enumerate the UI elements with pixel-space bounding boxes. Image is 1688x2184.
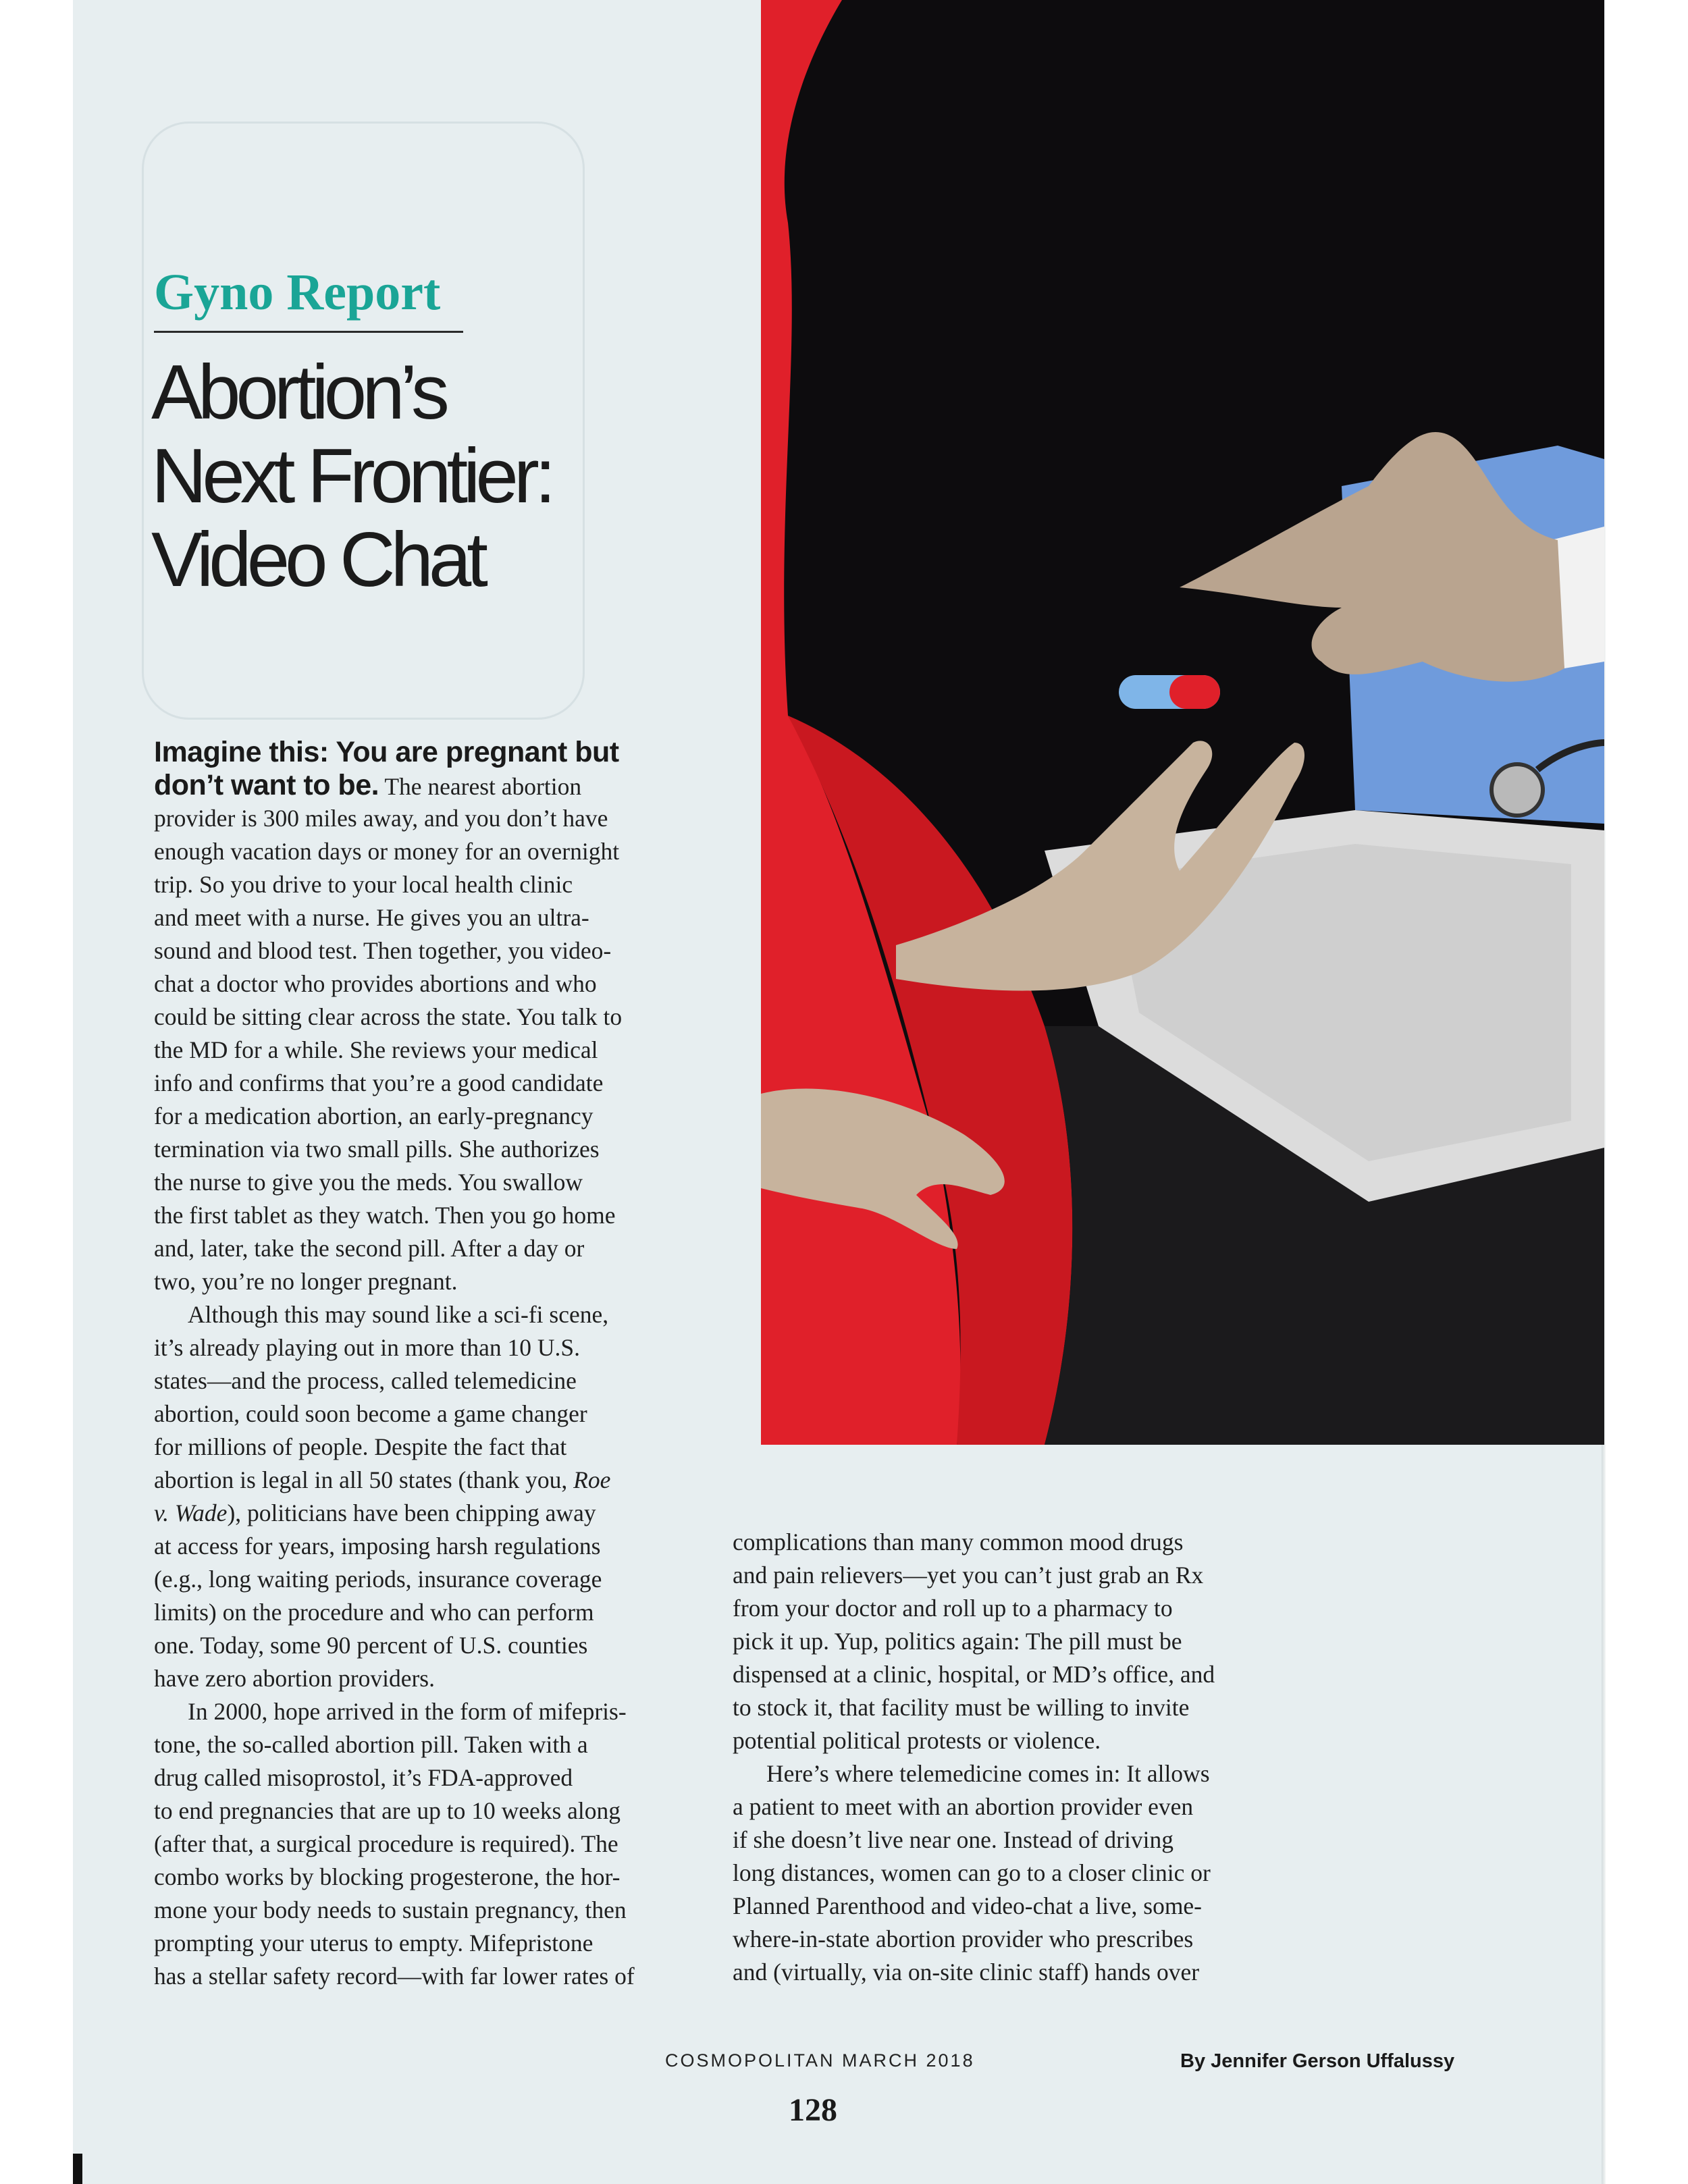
body-line: and (virtually, via on-site clinic staff) hands over <box>733 1959 1200 1986</box>
body-line: has a stellar safety record—with far lower rates of <box>154 1963 635 1990</box>
body-line: to end pregnancies that are up to 10 weeks along <box>154 1797 621 1824</box>
body-line: the nurse to give you the meds. You swallow <box>154 1169 583 1196</box>
headline-line: Abortion’s <box>151 350 445 435</box>
body-line: a patient to meet with an abortion provider even <box>733 1793 1194 1820</box>
body-line <box>154 769 694 802</box>
headline-line: Next Frontier: <box>151 433 552 519</box>
magazine-folio: COSMOPOLITAN MARCH 2018 <box>665 2050 975 2071</box>
body-line: have zero abortion providers. <box>154 1665 435 1692</box>
stethoscope-icon <box>1492 764 1543 816</box>
section-label: Gyno Report <box>154 264 441 321</box>
body-line: mone your body needs to sustain pregnancy, then <box>154 1896 627 1923</box>
body-line: where-in-state abortion provider who prescribes <box>733 1925 1194 1952</box>
body-line: prompting your uterus to empty. Mifepristone <box>154 1929 594 1956</box>
body-line: tone, the so-called abortion pill. Taken with a <box>154 1731 588 1758</box>
case-name-italic: v. Wade <box>154 1499 228 1526</box>
body-line: and, later, take the second pill. After a day or <box>154 1235 585 1262</box>
body-line: enough vacation days or money for an overnight <box>154 838 620 865</box>
body-line: limits) on the procedure and who can perform <box>154 1599 594 1626</box>
body-line: long distances, women can go to a closer clinic or <box>733 1859 1211 1886</box>
body-line: In 2000, hope arrived in the form of mifepris- <box>188 1698 627 1725</box>
body-line: Planned Parenthood and video-chat a live, some- <box>733 1892 1203 1919</box>
body-line: (after that, a surgical procedure is required). The <box>154 1830 618 1857</box>
scan-mark <box>73 2154 82 2184</box>
body-line: (e.g., long waiting periods, insurance coverage <box>154 1566 602 1593</box>
body-line: one. Today, some 90 percent of U.S. counties <box>154 1632 588 1659</box>
pill-handoff-illustration-icon <box>761 0 1604 1445</box>
body-text: ), politicians have been chipping away <box>227 1499 596 1526</box>
illustration-svg <box>761 0 1604 1445</box>
body-line: for a medication abortion, an early-pregnancy <box>154 1102 594 1129</box>
body-line: for millions of people. Despite the fact that <box>154 1433 567 1460</box>
body-text: The nearest abortion <box>384 773 582 800</box>
body-line: and meet with a nurse. He gives you an ultra- <box>154 904 589 931</box>
body-column-left <box>154 736 694 1993</box>
body-line: chat a doctor who provides abortions and who <box>154 970 597 997</box>
body-line: complications than many common mood drugs <box>733 1528 1184 1555</box>
body-line: at access for years, imposing harsh regulations <box>154 1533 601 1560</box>
body-line: could be sitting clear across the state. You talk to <box>154 1003 623 1030</box>
body-line: provider is 300 miles away, and you don’t have <box>154 805 608 832</box>
body-line: termination via two small pills. She authorizes <box>154 1136 600 1163</box>
body-line <box>154 1464 694 1497</box>
body-line: potential political protests or violence. <box>733 1727 1101 1754</box>
pill-red-half <box>1169 675 1220 709</box>
body-line: drug called misoprostol, it’s FDA-approved <box>154 1764 573 1791</box>
body-line: from your doctor and roll up to a pharmacy to <box>733 1595 1173 1622</box>
body-line: two, you’re no longer pregnant. <box>154 1268 458 1295</box>
case-name-italic: Roe <box>573 1466 611 1493</box>
body-line: Here’s where telemedicine comes in: It allows <box>766 1760 1210 1787</box>
body-line: the first tablet as they watch. Then you go home <box>154 1202 616 1229</box>
body-line: if she doesn’t live near one. Instead of driving <box>733 1826 1173 1853</box>
body-line: trip. So you drive to your local health clinic <box>154 871 573 898</box>
body-line: dispensed at a clinic, hospital, or MD’s office, and <box>733 1661 1215 1688</box>
lede-line: Imagine this: You are pregnant but <box>154 736 619 768</box>
body-line: combo works by blocking progesterone, the hor- <box>154 1863 621 1890</box>
body-line: it’s already playing out in more than 10 U.S. <box>154 1334 581 1361</box>
body-line: info and confirms that you’re a good candidate <box>154 1069 604 1096</box>
body-line: abortion, could soon become a game changer <box>154 1400 587 1427</box>
body-line: pick it up. Yup, politics again: The pill must be <box>733 1628 1182 1655</box>
lede <box>154 736 694 769</box>
body-column-right <box>733 1526 1293 1989</box>
body-line <box>154 1497 694 1530</box>
body-text: abortion is legal in all 50 states (thank you, <box>154 1466 568 1493</box>
section-rule <box>154 331 463 333</box>
body-line: to stock it, that facility must be willing to invite <box>733 1694 1190 1721</box>
byline: By Jennifer Gerson Uffalussy <box>1180 2050 1455 2072</box>
body-line: and pain relievers—yet you can’t just grab an Rx <box>733 1562 1204 1589</box>
body-line: Although this may sound like a sci-fi scene, <box>188 1301 609 1328</box>
body-line: states—and the process, called telemedicine <box>154 1367 577 1394</box>
page-title <box>151 351 664 602</box>
lede-inline: don’t want to be. <box>154 769 379 801</box>
page-number: 128 <box>789 2092 837 2128</box>
headline-line: Video Chat <box>151 517 483 603</box>
body-line: the MD for a while. She reviews your medical <box>154 1036 598 1063</box>
body-line: sound and blood test. Then together, you video- <box>154 937 612 964</box>
